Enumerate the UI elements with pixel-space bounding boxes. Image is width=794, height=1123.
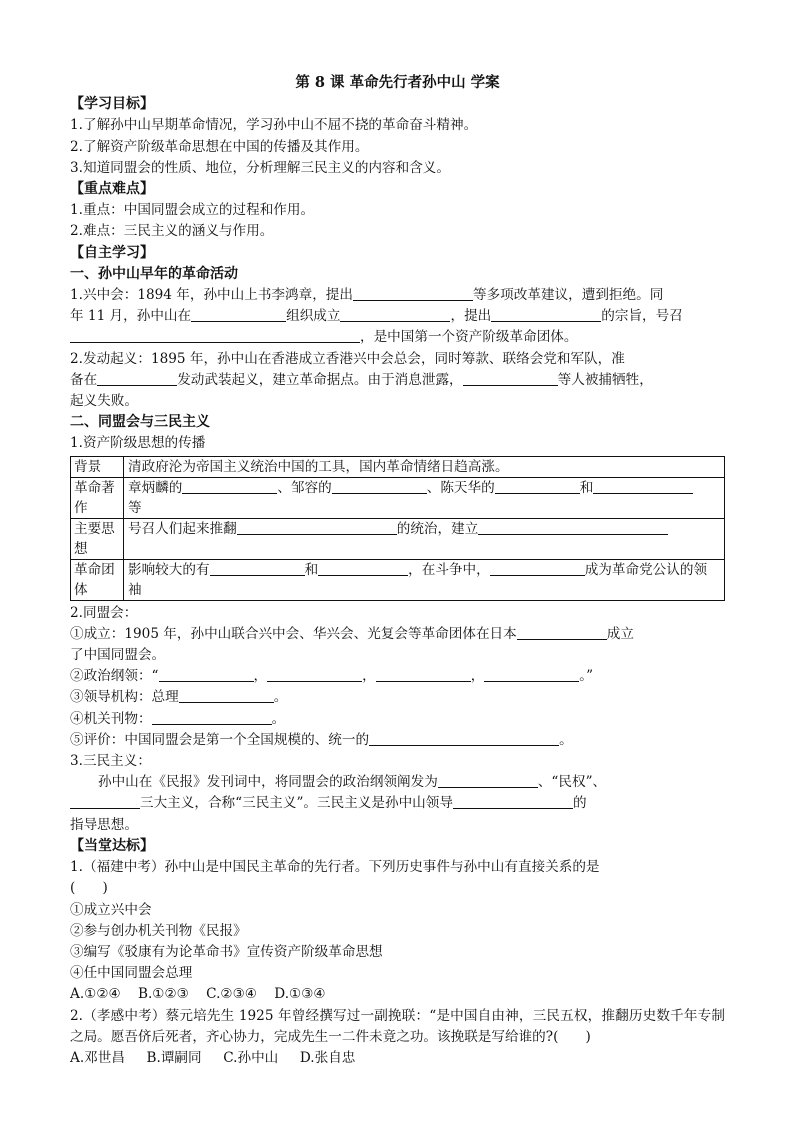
fill-blank[interactable] [70,794,140,809]
question-1-choices [70,984,725,1005]
revive-china-line-2: 年 11 月，孙中山在 组织成立 ，提出 的宗旨，号召 [70,308,683,325]
fill-blank[interactable] [478,520,668,535]
row-text: 章炳麟的 、邹容的 、陈天华的 和 等 [124,477,725,518]
row-head: 主要思想 [71,518,124,559]
uprising-line-1: 2.发动起义：1895 年，孙中山在香港成立香港兴中会总会，同时筹款、联络会党和军队，准 [70,350,625,367]
table-row [71,518,725,559]
goal-item: 1.了解孙中山早期革命情况，学习孙中山不屈不挠的革命奋斗精神。 [70,117,478,134]
row-text: 清政府沦为帝国主义统治中国的工具，国内革命情绪日趋高涨。 [124,456,725,477]
self-study-heading: 【自主学习】 [70,244,154,261]
fill-blank[interactable] [152,710,272,725]
three-principles-line-1: 孙中山在《民报》发刊词中，将同盟会的政治纲领阐发为 、“民权”、 [98,774,607,791]
league-journal-line: ④机关刊物： 。 [70,710,286,727]
question-1-item: ②参与创办机关刊物《民报》 [70,922,247,939]
spread-heading: 1.资产阶级思想的传播 [70,435,206,452]
fill-blank[interactable] [97,371,177,386]
fill-blank[interactable] [159,667,254,682]
fill-blank[interactable] [340,307,450,322]
key-item: 1.重点：中国同盟会成立的过程和作用。 [70,202,315,219]
row-head: 革命团体 [71,559,124,600]
revive-china-line-1: 1.兴中会：1894 年，孙中山上书李鸿章，提出 等多项改革建议，遭到拒绝。同 [70,287,664,304]
goal-item: 3.知道同盟会的性质、地位，分析理解三民主义的内容和含义。 [70,159,450,176]
uprising-line-2: 备在 发动武装起义，建立革命据点。由于消息泄露， 等人被捕牺牲， [70,371,653,388]
three-principles-heading: 3.三民主义： [70,753,151,770]
three-principles-line-2: 三大主义，合称“三民主义”。三民主义是孙中山领导 的 [70,793,725,814]
table-row [71,559,725,600]
page-title: 第 8 课 革命先行者孙中山 学案 [295,74,500,91]
choice-b[interactable]: B.①②③ [138,986,189,1003]
fill-blank[interactable] [463,371,558,386]
uprising-line-3: 起义失败。 [70,393,138,410]
part1-heading: 一、孙中山早年的革命活动 [70,265,238,282]
row-text: 影响较大的有 和 ，在斗争中， 成为革命党公认的领袖 [124,559,725,600]
fill-blank[interactable] [491,307,601,322]
question-1-item: ④任中国同盟会总理 [70,965,193,982]
fill-blank[interactable] [593,479,693,494]
fill-blank[interactable] [353,286,473,301]
fill-blank[interactable] [332,479,427,494]
question-1-item: ③编写《驳康有为论革命书》宣传资产阶级革命思想 [70,943,383,960]
question-1-answer-paren[interactable]: ( ) [70,880,108,897]
league-leader-line: ③领导机构：总理 。 [70,689,288,706]
worksheet-page [70,72,725,1069]
question-1-stem: 1.（福建中考）孙中山是中国民主革命的先行者。下列历史事件与孙中山有直接关系的是 [70,859,600,876]
fill-blank[interactable] [376,667,471,682]
fill-blank[interactable] [369,731,559,746]
question-2-stem: 2.（孝感中考）蔡元培先生 1925 年曾经撰写过一副挽联：“是中国自由神，三民五权，推翻历史数千年专制之局。愿吾侪后死者，齐心协力，完成先生一二件未竟之功。该挽联是写给谁的?( ) [70,1007,725,1045]
table-row [71,477,725,518]
table-row [71,456,725,477]
question-1-item: ①成立兴中会 [70,901,152,918]
choice-a[interactable]: A.①②④ [70,986,121,1003]
fill-blank[interactable] [438,773,538,788]
row-head: 背景 [71,456,124,477]
three-principles-line-3: 指导思想。 [70,816,138,833]
choice-b[interactable]: B.谭嗣同 [146,1049,202,1066]
fill-blank[interactable] [191,307,286,322]
fill-blank[interactable] [179,688,274,703]
league-heading: 2.同盟会： [70,604,138,621]
goals-heading: 【学习目标】 [70,96,154,113]
league-evaluation-line: ⑤评价：中国同盟会是第一个全国规模的、统一的 。 [70,731,573,748]
fill-blank[interactable] [318,561,408,576]
fill-blank[interactable] [517,625,607,640]
key-heading: 【重点难点】 [70,181,154,198]
choice-d[interactable]: D.张自忠 [299,1049,356,1066]
choice-c[interactable]: C.孙中山 [223,1049,279,1066]
choice-c[interactable]: C.②③④ [206,986,257,1003]
key-item: 2.难点：三民主义的涵义与作用。 [70,223,274,240]
fill-blank[interactable] [490,561,585,576]
fill-blank[interactable] [267,667,362,682]
fill-blank[interactable] [484,667,579,682]
question-2-choices [70,1048,725,1069]
fill-blank[interactable] [453,794,573,809]
fill-blank[interactable] [70,328,310,343]
fill-blank[interactable] [210,561,305,576]
part2-heading: 二、同盟会与三民主义 [70,414,210,431]
choice-d[interactable]: D.①③④ [274,986,326,1003]
fill-blank[interactable] [310,328,360,343]
choice-a[interactable]: A.邓世昌 [70,1049,125,1066]
row-text: 号召人们起来推翻 的统治，建立 [124,518,725,559]
league-program-line: ②政治纲领：“ ， ， ， 。” [70,668,594,685]
fill-blank[interactable] [182,479,277,494]
revive-china-line-3: ，是中国第一个资产阶级革命团体。 [70,327,725,348]
league-founding-line-1: ①成立：1905 年，孙中山联合兴中会、华兴会、光复会等革命团体在日本 成立 [70,625,634,642]
goal-item: 2.了解资产阶级革命思想在中国的传播及其作用。 [70,138,369,155]
row-head: 革命著作 [71,477,124,518]
practice-heading: 【当堂达标】 [70,837,154,854]
fill-blank[interactable] [237,520,397,535]
league-founding-line-2: 了中国同盟会。 [70,647,166,664]
thought-spread-table [70,456,725,601]
fill-blank[interactable] [495,479,580,494]
